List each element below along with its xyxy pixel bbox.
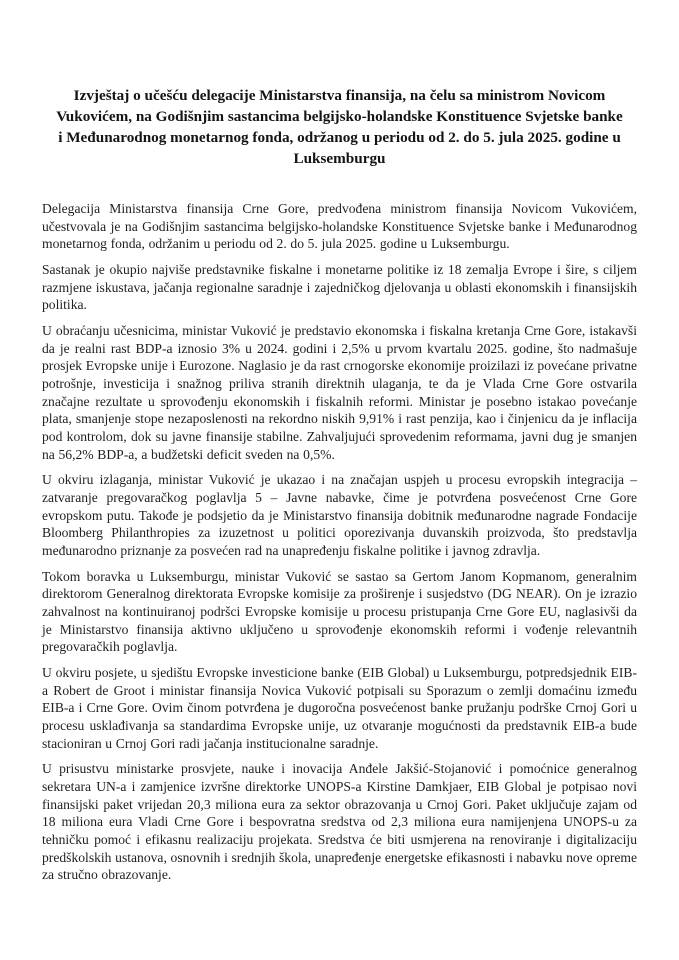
paragraph-eib-agreement: U okviru posjete, u sjedištu Evropske investicione banke (EIB Global) u Luksemburgu, potpredsjednik EIB-a Robert de Groot i ministar finansija Novica Vuković potpisali su Sporazum o zemlji domaćinu između EIB-a i Crne Gore. Ovim činom potvrđena je dugoročna posvećenost banke pružanju podrške Crnoj Gori u procesu usklađivanja sa standardima Evropske unije, uz otvaranje mogućnosti da predstavnik EIB-a bude stacioniran u Crnoj Gori radi jačanja institucionalne saradnje. bbox=[42, 665, 637, 751]
paragraph-eu-integration-award: U okviru izlaganja, ministar Vuković je ukazao i na značajan uspjeh u procesu evropskih integracija – zatvaranje pregovaračkog poglavlja 5 – Javne nabavke, čime je potvrđena posvećenost Crne Gore evropskom putu. Takođe je podsjetio da je Ministarstvo finansija dobitnik međunarodne nagrade Fondacije Bloomberg Philanthropies za izuzetnost u politici oporezivanja duvanskih proizvoda, što predstavlja međunarodno priznanje za posvećen rad na unapređenju fiskalne politike i javnog zdravlja. bbox=[42, 472, 637, 558]
paragraph-economic-indicators: U obraćanju učesnicima, ministar Vuković je predstavio ekonomska i fiskalna kretanja Crne Gore, istakavši da je realni rast BDP-a iznosio 3% u 2024. godini i 2,5% u prvom kvartalu 2025. godine, što nadmašuje prosjek Evropske unije i Eurozone. Naglasio je da rast crnogorske ekonomije proizilazi iz povećane privatne potrošnje, investicija i snažnog priliva stranih direktnih ulaganja, te da je Vlada Crne Gore ostvarila značajne rezultate u sprovođenju ekonomskih i fiskalnih reformi. Ministar je posebno istakao povećanje plata, smanjenje stope nezaposlenosti na rekordno niskih 9,91% i rast penzija, kao i činjenicu da je inflacija pod kontrolom, dok su javne finansije stabilne. Zahvaljujući sprovedenim reformama, javni dug je smanjen na 56,2% BDP-a, a budžetski deficit sveden na 0,5%. bbox=[42, 322, 637, 462]
paragraph-delegation-participation: Delegacija Ministarstva finansija Crne Gore, predvođena ministrom finansija Novicom Vukovićem, učestvovala je na Godišnjim sastancima belgijsko-holandske Konstituence Svjetske banke i Međunarodnog monetarnog fonda, održanim u periodu od 2. do 5. jula 2025. godine u Luksemburgu. bbox=[42, 200, 637, 252]
document-body bbox=[42, 200, 637, 884]
document-title: Izvještaj o učešću delegacije Ministarstva finansija, na čelu sa ministrom Novicom Vukovićem, na Godišnjim sastancima belgijsko-holandske Konstituence Svjetske banke i Međunarodnog monetarnog fonda, održanog u periodu od 2. do 5. jula 2025. godine u Luksemburgu bbox=[56, 87, 623, 167]
paragraph-education-financing-package: U prisustvu ministarke prosvjete, nauke i inovacija Anđele Jakšić-Stojanović i pomoćnice generalnog sekretara UN-a i zamjenice izvršne direktorke UNOPS-a Kirstine Damkjaer, EIB Global je potpisao novi finansijski paket vrijedan 20,3 miliona eura za sektor obrazovanja u Crnoj Gori. Paket uključuje zajam od 18 miliona eura Vladi Crne Gore i bespovratna sredstva od 2,3 miliona eura namijenjena UNOPS-u za tehničku pomoć i efikasnu realizaciju projekata. Sredstva će biti usmjerena na renoviranje i digitalizaciju predškolskih ustanova, osnovnih i srednjih škola, unapređenje energetske efikasnosti i nabavku nove opreme za stručno obrazovanje. bbox=[42, 761, 637, 883]
paragraph-dg-near-meeting: Tokom boravka u Luksemburgu, ministar Vuković se sastao sa Gertom Janom Kopmanom, generalnim direktorom Generalnog direktorata Evropske komisije za proširenje i susjedstvo (DG NEAR). On je izrazio zahvalnost na kontinuiranoj podršci Evropske komisije u procesu pristupanja Crne Gore EU, naglasivši da je Ministarstvo finansija aktivno uključeno u sprovođenje ekonomskih reformi i vođenje relevantnih pregovaračkih poglavlja. bbox=[42, 568, 637, 655]
paragraph-meeting-overview: Sastanak je okupio najviše predstavnike fiskalne i monetarne politike iz 18 zemalja Evrope i šire, s ciljem razmjene iskustava, jačanja regionalne saradnje i zajedničkog djelovanja u oblasti ekonomskih i finansijskih politika. bbox=[42, 261, 637, 313]
